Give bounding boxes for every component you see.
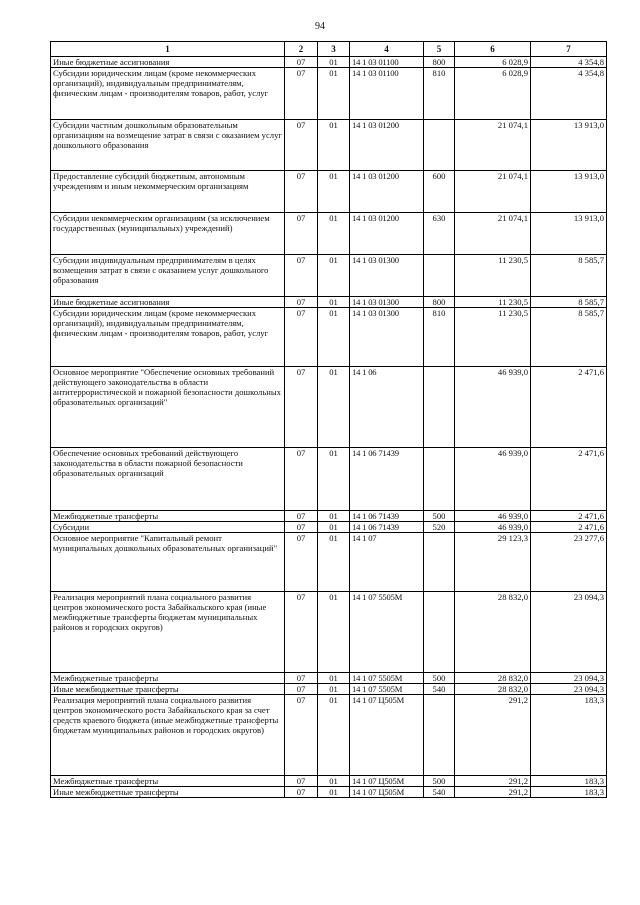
cell-subsection: 01 xyxy=(318,511,350,522)
cell-expense-type: 540 xyxy=(424,787,455,798)
table-row xyxy=(51,684,607,695)
column-header: 1 xyxy=(51,42,285,57)
column-header: 2 xyxy=(285,42,318,57)
column-header: 7 xyxy=(531,42,607,57)
cell-name: Межбюджетные трансферты xyxy=(51,511,285,522)
cell-expense-type xyxy=(424,255,455,297)
cell-section: 07 xyxy=(285,684,318,695)
cell-name: Основное мероприятие "Обеспечение основных требований действующего законодательства в области антитеррористической и пожарной безопасности дошкольных образовательных организаций" xyxy=(51,367,285,448)
cell-name: Обеспечение основных требований действующего законодательства в области пожарной безопасности образовательных организаций xyxy=(51,448,285,511)
cell-subsection: 01 xyxy=(318,673,350,684)
cell-section: 07 xyxy=(285,68,318,120)
table-row xyxy=(51,695,607,776)
cell-expense-type: 800 xyxy=(424,297,455,308)
table-row xyxy=(51,673,607,684)
cell-target: 14 1 03 01100 xyxy=(350,57,424,68)
table-row xyxy=(51,448,607,511)
table-row xyxy=(51,171,607,213)
cell-section: 07 xyxy=(285,308,318,367)
cell-expense-type: 500 xyxy=(424,776,455,787)
cell-name: Субсидии некоммерческим организациям (за исключением государственных (муниципальных) учреждений) xyxy=(51,213,285,255)
cell-amount-2: 183,3 xyxy=(531,695,607,776)
cell-amount-1: 11 230,5 xyxy=(455,297,531,308)
cell-target: 14 1 07 5505М xyxy=(350,673,424,684)
cell-name: Субсидии индивидуальным предпринимателям в целях возмещения затрат в связи с оказанием услуг дошкольного образования xyxy=(51,255,285,297)
cell-section: 07 xyxy=(285,57,318,68)
cell-target: 14 1 07 5505М xyxy=(350,592,424,673)
cell-subsection: 01 xyxy=(318,522,350,533)
cell-subsection: 01 xyxy=(318,297,350,308)
cell-expense-type xyxy=(424,592,455,673)
column-header: 3 xyxy=(318,42,350,57)
cell-target: 14 1 03 01300 xyxy=(350,255,424,297)
cell-subsection: 01 xyxy=(318,120,350,171)
cell-amount-1: 21 074,1 xyxy=(455,213,531,255)
cell-subsection: 01 xyxy=(318,68,350,120)
cell-expense-type xyxy=(424,120,455,171)
page-number: 94 xyxy=(315,21,325,32)
cell-amount-2: 23 094,3 xyxy=(531,673,607,684)
cell-target: 14 1 07 Ц505М xyxy=(350,787,424,798)
cell-amount-1: 28 832,0 xyxy=(455,673,531,684)
cell-subsection: 01 xyxy=(318,787,350,798)
cell-section: 07 xyxy=(285,695,318,776)
cell-amount-1: 46 939,0 xyxy=(455,367,531,448)
table-row xyxy=(51,522,607,533)
cell-subsection: 01 xyxy=(318,213,350,255)
cell-target: 14 1 07 Ц505М xyxy=(350,776,424,787)
cell-target: 14 1 07 Ц505М xyxy=(350,695,424,776)
cell-target: 14 1 03 01200 xyxy=(350,213,424,255)
cell-name: Субсидии xyxy=(51,522,285,533)
cell-name: Иные бюджетные ассигнования xyxy=(51,57,285,68)
cell-amount-2: 13 913,0 xyxy=(531,171,607,213)
cell-amount-1: 11 230,5 xyxy=(455,255,531,297)
table-row xyxy=(51,367,607,448)
cell-amount-1: 291,2 xyxy=(455,695,531,776)
cell-name: Предоставление субсидий бюджетным, автономным учреждениям и иным некоммерческим организациям xyxy=(51,171,285,213)
cell-name: Реализация мероприятий плана социального развития центров экономического роста Забайкальского края за счет средств краевого бюджета (иные межбюджетные трансферты бюджетам муниципальных районов и городских округов) xyxy=(51,695,285,776)
cell-subsection: 01 xyxy=(318,367,350,448)
cell-amount-2: 2 471,6 xyxy=(531,522,607,533)
cell-amount-1: 46 939,0 xyxy=(455,522,531,533)
cell-amount-1: 46 939,0 xyxy=(455,511,531,522)
cell-amount-2: 23 094,3 xyxy=(531,684,607,695)
cell-amount-2: 8 585,7 xyxy=(531,308,607,367)
table-row xyxy=(51,57,607,68)
cell-expense-type: 520 xyxy=(424,522,455,533)
cell-expense-type: 540 xyxy=(424,684,455,695)
cell-amount-1: 46 939,0 xyxy=(455,448,531,511)
cell-amount-2: 4 354,8 xyxy=(531,68,607,120)
cell-amount-1: 28 832,0 xyxy=(455,592,531,673)
cell-amount-2: 2 471,6 xyxy=(531,511,607,522)
cell-name: Межбюджетные трансферты xyxy=(51,673,285,684)
cell-section: 07 xyxy=(285,255,318,297)
cell-subsection: 01 xyxy=(318,695,350,776)
cell-amount-2: 2 471,6 xyxy=(531,448,607,511)
cell-subsection: 01 xyxy=(318,592,350,673)
cell-expense-type xyxy=(424,533,455,592)
cell-target: 14 1 03 01200 xyxy=(350,120,424,171)
cell-amount-1: 291,2 xyxy=(455,776,531,787)
cell-amount-1: 6 028,9 xyxy=(455,68,531,120)
cell-subsection: 01 xyxy=(318,255,350,297)
cell-section: 07 xyxy=(285,673,318,684)
cell-section: 07 xyxy=(285,592,318,673)
cell-section: 07 xyxy=(285,213,318,255)
table-header-row xyxy=(51,42,607,57)
cell-amount-1: 291,2 xyxy=(455,787,531,798)
table-row xyxy=(51,787,607,798)
cell-target: 14 1 06 71439 xyxy=(350,448,424,511)
cell-amount-1: 21 074,1 xyxy=(455,171,531,213)
cell-expense-type: 630 xyxy=(424,213,455,255)
cell-name: Субсидии юридическим лицам (кроме некоммерческих организаций), индивидуальным предпринимателям, физическим лицам - производителям товаров, работ, услуг xyxy=(51,308,285,367)
cell-expense-type: 810 xyxy=(424,68,455,120)
cell-expense-type: 500 xyxy=(424,673,455,684)
cell-amount-2: 4 354,8 xyxy=(531,57,607,68)
cell-section: 07 xyxy=(285,171,318,213)
cell-expense-type: 800 xyxy=(424,57,455,68)
cell-section: 07 xyxy=(285,522,318,533)
cell-subsection: 01 xyxy=(318,776,350,787)
table-row xyxy=(51,68,607,120)
cell-target: 14 1 03 01300 xyxy=(350,308,424,367)
cell-target: 14 1 06 71439 xyxy=(350,522,424,533)
cell-section: 07 xyxy=(285,120,318,171)
cell-name: Иные межбюджетные трансферты xyxy=(51,787,285,798)
cell-expense-type xyxy=(424,367,455,448)
cell-subsection: 01 xyxy=(318,684,350,695)
cell-section: 07 xyxy=(285,776,318,787)
column-header: 4 xyxy=(350,42,424,57)
cell-amount-2: 13 913,0 xyxy=(531,213,607,255)
cell-section: 07 xyxy=(285,787,318,798)
cell-target: 14 1 06 xyxy=(350,367,424,448)
table-row xyxy=(51,533,607,592)
cell-amount-2: 23 277,6 xyxy=(531,533,607,592)
column-header: 6 xyxy=(455,42,531,57)
cell-amount-1: 29 123,3 xyxy=(455,533,531,592)
cell-section: 07 xyxy=(285,511,318,522)
cell-section: 07 xyxy=(285,448,318,511)
cell-target: 14 1 07 xyxy=(350,533,424,592)
cell-target: 14 1 07 5505М xyxy=(350,684,424,695)
cell-expense-type: 500 xyxy=(424,511,455,522)
cell-amount-1: 6 028,9 xyxy=(455,57,531,68)
cell-target: 14 1 03 01200 xyxy=(350,171,424,213)
cell-target: 14 1 06 71439 xyxy=(350,511,424,522)
cell-section: 07 xyxy=(285,533,318,592)
table-row xyxy=(51,255,607,297)
cell-name: Реализация мероприятий плана социального развития центров экономического роста Забайкальского края (иные межбюджетные трансферты бюджетам муниципальных районов и городских округов) xyxy=(51,592,285,673)
cell-name: Основное мероприятие "Капитальный ремонт муниципальных дошкольных образовательных организаций" xyxy=(51,533,285,592)
cell-amount-2: 8 585,7 xyxy=(531,255,607,297)
cell-amount-2: 23 094,3 xyxy=(531,592,607,673)
cell-section: 07 xyxy=(285,367,318,448)
cell-subsection: 01 xyxy=(318,533,350,592)
table-row xyxy=(51,308,607,367)
budget-table xyxy=(50,41,607,798)
cell-name: Иные межбюджетные трансферты xyxy=(51,684,285,695)
cell-amount-2: 2 471,6 xyxy=(531,367,607,448)
cell-expense-type xyxy=(424,448,455,511)
cell-subsection: 01 xyxy=(318,171,350,213)
cell-expense-type: 600 xyxy=(424,171,455,213)
cell-subsection: 01 xyxy=(318,448,350,511)
cell-subsection: 01 xyxy=(318,57,350,68)
cell-name: Субсидии частным дошкольным образовательным организациям на возмещение затрат в связи с оказанием услуг дошкольного образования xyxy=(51,120,285,171)
table-row xyxy=(51,776,607,787)
table-row xyxy=(51,511,607,522)
table-row xyxy=(51,592,607,673)
cell-expense-type xyxy=(424,695,455,776)
table-row xyxy=(51,120,607,171)
cell-amount-1: 28 832,0 xyxy=(455,684,531,695)
column-header: 5 xyxy=(424,42,455,57)
cell-name: Субсидии юридическим лицам (кроме некоммерческих организаций), индивидуальным предпринимателям, физическим лицам - производителям товаров, работ, услуг xyxy=(51,68,285,120)
cell-amount-2: 13 913,0 xyxy=(531,120,607,171)
cell-target: 14 1 03 01300 xyxy=(350,297,424,308)
cell-amount-2: 183,3 xyxy=(531,776,607,787)
cell-amount-2: 183,3 xyxy=(531,787,607,798)
table-row xyxy=(51,297,607,308)
cell-amount-1: 11 230,5 xyxy=(455,308,531,367)
cell-name: Иные бюджетные ассигнования xyxy=(51,297,285,308)
cell-section: 07 xyxy=(285,297,318,308)
cell-amount-2: 8 585,7 xyxy=(531,297,607,308)
table-row xyxy=(51,213,607,255)
cell-amount-1: 21 074,1 xyxy=(455,120,531,171)
cell-expense-type: 810 xyxy=(424,308,455,367)
cell-name: Межбюджетные трансферты xyxy=(51,776,285,787)
cell-subsection: 01 xyxy=(318,308,350,367)
cell-target: 14 1 03 01100 xyxy=(350,68,424,120)
